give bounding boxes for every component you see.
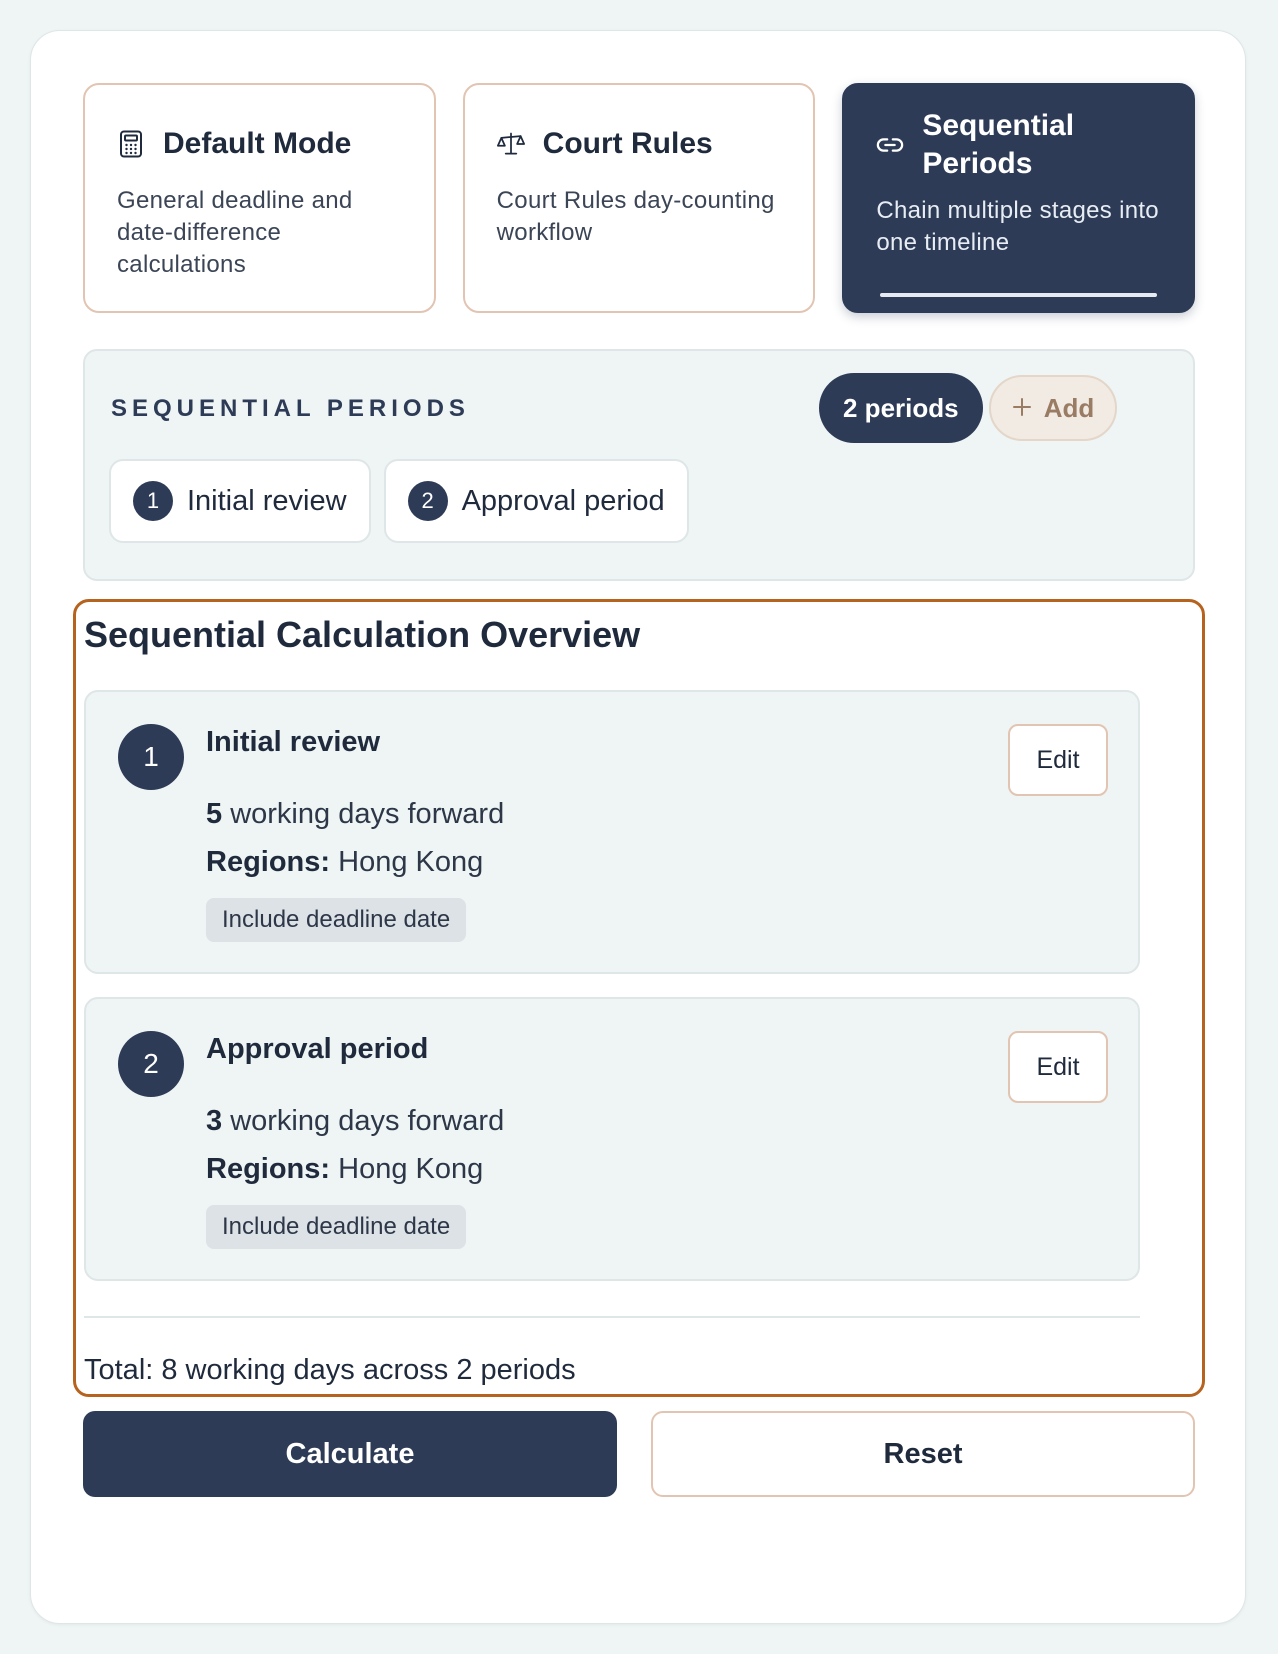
stage-days-suffix: working days forward bbox=[230, 798, 505, 830]
stage-title: Approval period bbox=[206, 1033, 429, 1065]
link-icon bbox=[876, 131, 904, 159]
mode-tabs bbox=[83, 83, 1195, 313]
edit-button[interactable]: Edit bbox=[1008, 724, 1108, 796]
period-chip[interactable] bbox=[109, 459, 371, 543]
stage-days bbox=[206, 798, 504, 831]
add-label: Add bbox=[1043, 392, 1095, 423]
period-chips bbox=[109, 459, 689, 543]
divider bbox=[84, 1316, 1140, 1318]
active-indicator bbox=[880, 293, 1157, 297]
total-summary: Total: 8 working days across 2 periods bbox=[84, 1354, 576, 1386]
regions-label: Regions: bbox=[206, 1153, 331, 1185]
stage-regions bbox=[206, 846, 483, 879]
stage-days-count: 5 bbox=[206, 798, 223, 830]
mode-sequential-periods[interactable] bbox=[842, 83, 1195, 313]
stage-days-suffix: working days forward bbox=[230, 1105, 505, 1137]
overview-title: Sequential Calculation Overview bbox=[84, 614, 641, 655]
period-chip-label: Initial review bbox=[187, 484, 347, 517]
sequential-periods-panel bbox=[83, 349, 1195, 581]
mode-description: Court Rules day-counting workflow bbox=[496, 187, 775, 246]
stage-number: 2 bbox=[118, 1031, 184, 1097]
stage-card bbox=[84, 997, 1140, 1281]
mode-description: Chain multiple stages into one timeline bbox=[876, 197, 1159, 256]
include-deadline-tag: Include deadline date bbox=[206, 1205, 466, 1249]
mode-description: General deadline and date-difference calculations bbox=[117, 187, 353, 278]
period-chip-label: Approval period bbox=[461, 484, 665, 517]
calculator-icon bbox=[117, 130, 145, 158]
calculate-button[interactable]: Calculate bbox=[83, 1411, 617, 1497]
period-count-badge: 2 periods bbox=[819, 373, 983, 443]
period-number: 2 bbox=[408, 481, 448, 521]
panel-label: SEQUENTIAL PERIODS bbox=[111, 395, 470, 422]
stage-card bbox=[84, 690, 1140, 974]
stage-number: 1 bbox=[118, 724, 184, 790]
add-period-button[interactable] bbox=[989, 375, 1117, 441]
stage-days bbox=[206, 1105, 504, 1138]
calculator-card bbox=[30, 30, 1246, 1624]
regions-value: Hong Kong bbox=[338, 1153, 484, 1185]
scales-icon bbox=[497, 130, 525, 158]
stage-regions bbox=[206, 1153, 483, 1186]
include-deadline-tag: Include deadline date bbox=[206, 898, 466, 942]
mode-title: Sequential Periods bbox=[922, 109, 1075, 180]
regions-label: Regions: bbox=[206, 846, 331, 878]
stage-title: Initial review bbox=[206, 726, 381, 758]
regions-value: Hong Kong bbox=[338, 846, 484, 878]
mode-court-rules[interactable] bbox=[463, 83, 816, 313]
plus-icon bbox=[1012, 393, 1032, 424]
stage-days-count: 3 bbox=[206, 1105, 223, 1137]
mode-default[interactable] bbox=[83, 83, 436, 313]
period-number: 1 bbox=[133, 481, 173, 521]
edit-button[interactable]: Edit bbox=[1008, 1031, 1108, 1103]
calculation-overview bbox=[73, 599, 1205, 1397]
reset-button[interactable]: Reset bbox=[651, 1411, 1195, 1497]
period-chip[interactable] bbox=[384, 459, 689, 543]
mode-title: Default Mode bbox=[163, 127, 352, 160]
mode-title: Court Rules bbox=[542, 127, 713, 160]
